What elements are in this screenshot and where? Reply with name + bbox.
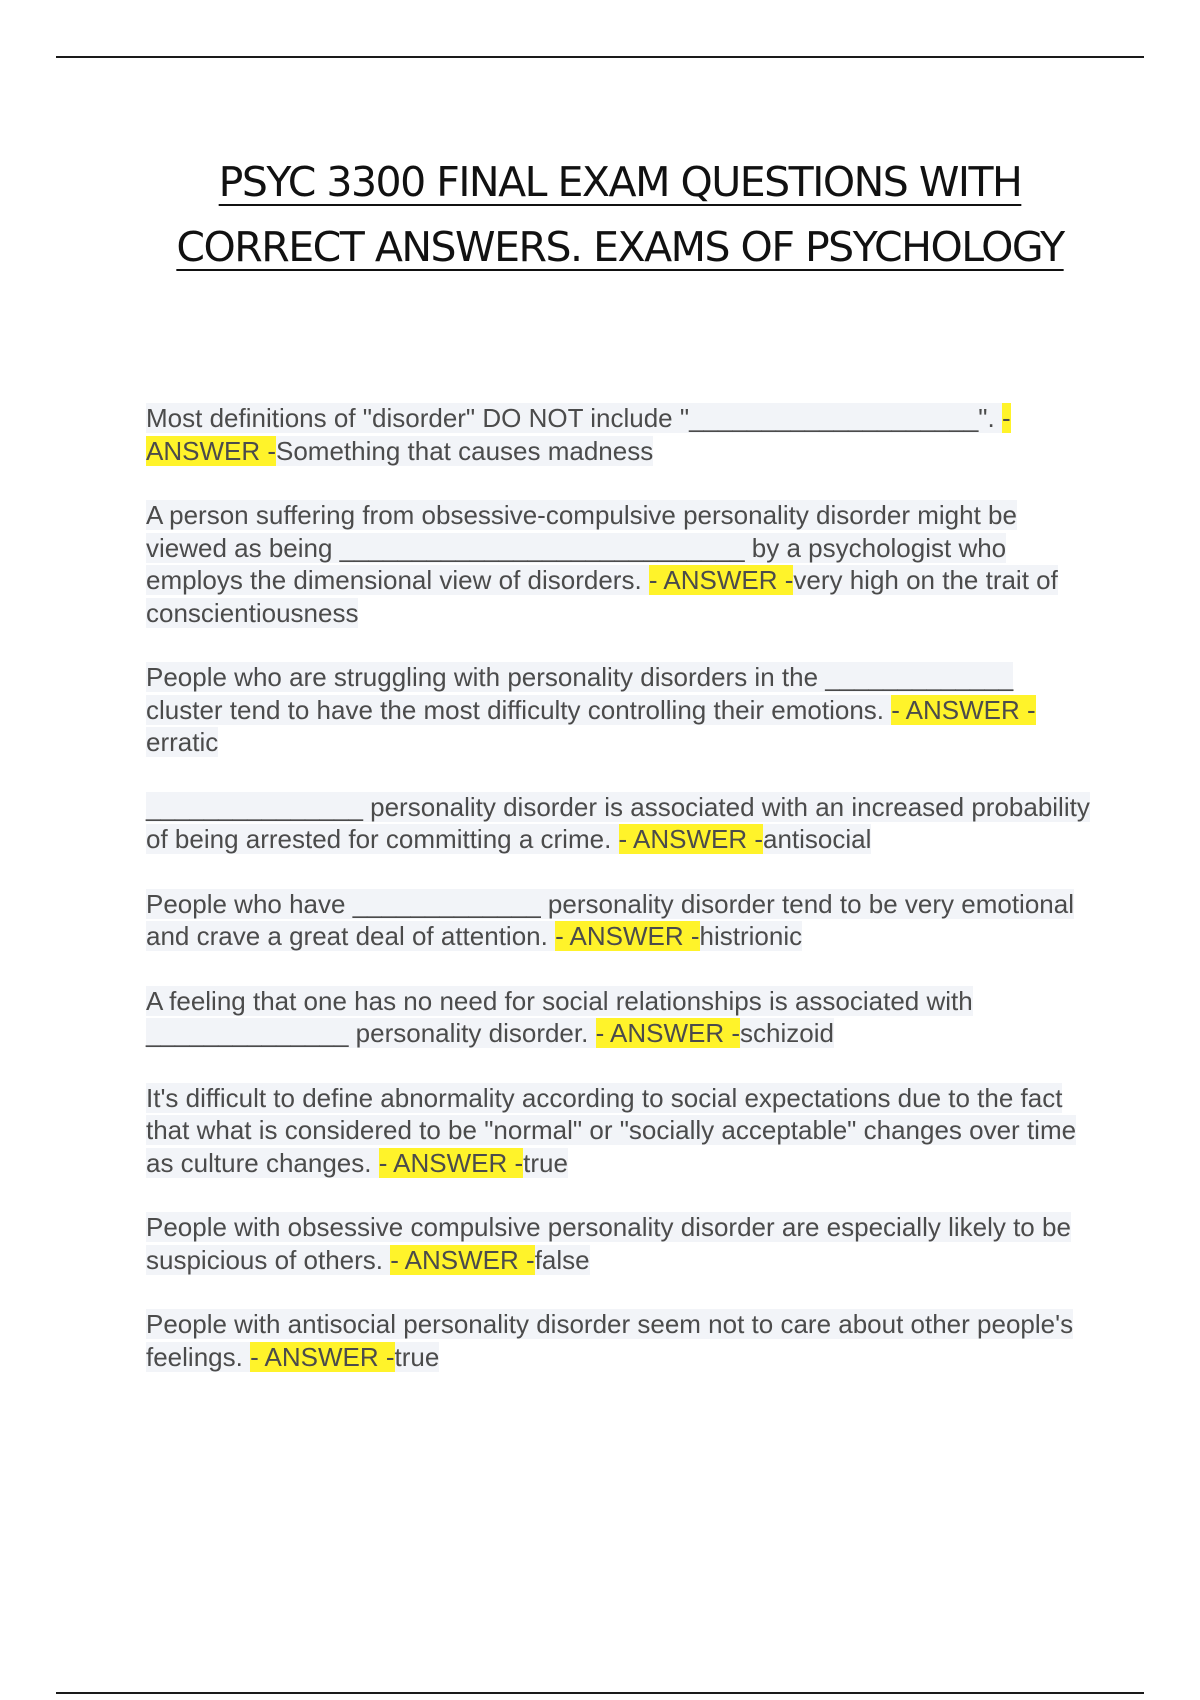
question-text: People who have _____________ personality disorder tend to be very emotional and crave a great deal of attention. bbox=[146, 888, 1074, 951]
answer-text: false bbox=[534, 1244, 590, 1275]
bottom-rule bbox=[56, 1692, 1144, 1694]
qa-item bbox=[146, 661, 1091, 759]
answer-marker: - ANSWER - bbox=[891, 694, 1036, 725]
answer-text: schizoid bbox=[740, 1018, 834, 1048]
qa-item bbox=[146, 1082, 1091, 1180]
qa-list bbox=[146, 402, 1091, 1405]
answer-marker: - ANSWER - bbox=[595, 1018, 741, 1048]
qa-item bbox=[146, 402, 1091, 467]
answer-text: Something that causes madness bbox=[276, 435, 654, 466]
qa-item bbox=[146, 499, 1091, 629]
document-title: PSYC 3300 FINAL EXAM QUESTIONS WITH CORRECT ANSWERS. EXAMS OF PSYCHOLOGY bbox=[176, 158, 1064, 271]
qa-item bbox=[146, 985, 1091, 1050]
answer-text: antisocial bbox=[762, 824, 872, 854]
question-text: A feeling that one has no need for social relationships is associated with ______________ personality disorder. bbox=[146, 985, 973, 1048]
question-text: People who are struggling with personality disorders in the _____________ cluster tend to have the most difficulty controlling their emotions. bbox=[146, 662, 1014, 725]
top-rule bbox=[56, 56, 1144, 58]
qa-item bbox=[146, 791, 1091, 856]
answer-marker: - ANSWER - bbox=[378, 1147, 524, 1178]
question-text: A person suffering from obsessive-compulsive personality disorder might be viewed as being ____________________________ by a psychologist who employs the dimensional view of disorders. bbox=[146, 500, 1017, 595]
answer-text: erratic bbox=[146, 727, 219, 757]
answer-marker: - ANSWER - bbox=[250, 1341, 395, 1372]
answer-text: true bbox=[523, 1147, 568, 1178]
question-text: _______________ personality disorder is associated with an increased probability of being arrested for committing a crime. bbox=[146, 791, 1090, 854]
answer-text: histrionic bbox=[699, 921, 803, 951]
answer-text: very high on the trait of conscientiousness bbox=[146, 565, 1058, 628]
answer-text: true bbox=[394, 1341, 440, 1372]
question-text: It's difficult to define abnormality according to social expectations due to the fact that what is considered to be "normal" or "socially acceptable" changes over time as culture changes. bbox=[146, 1082, 1077, 1178]
answer-marker: - ANSWER - bbox=[390, 1244, 535, 1275]
qa-item bbox=[146, 888, 1091, 953]
answer-marker: - ANSWER - bbox=[618, 824, 763, 854]
answer-marker: - ANSWER - bbox=[555, 921, 700, 951]
qa-item bbox=[146, 1211, 1091, 1276]
answer-marker: - ANSWER - bbox=[648, 565, 794, 595]
question-text: People with obsessive compulsive personality disorder are especially likely to be suspicious of others. bbox=[146, 1212, 1071, 1275]
qa-item bbox=[146, 1308, 1091, 1373]
question-text: Most definitions of "disorder" DO NOT include "____________________". bbox=[146, 403, 1002, 433]
answer-marker: - ANSWER - bbox=[146, 403, 1011, 466]
question-text: People with antisocial personality disorder seem not to care about other people's feelings. bbox=[146, 1309, 1074, 1372]
